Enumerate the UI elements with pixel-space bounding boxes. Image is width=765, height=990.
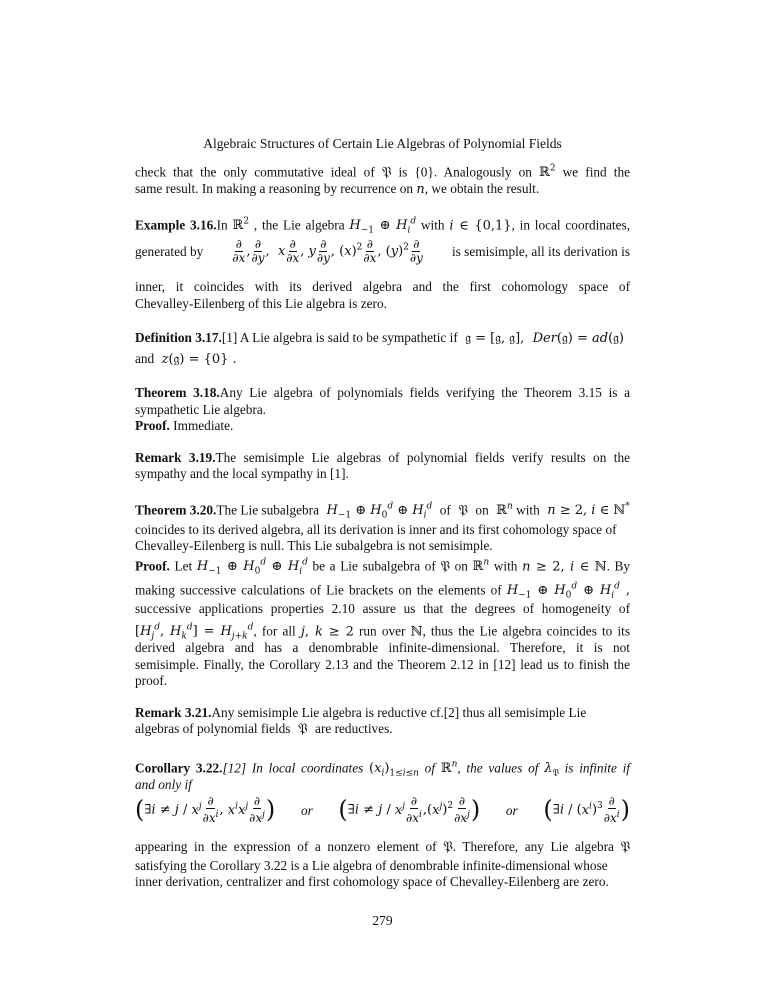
math-P: 𝔓 (381, 165, 392, 181)
math-Rn: ℝ$^n$ (492, 502, 513, 519)
math-H-triple: $H_{-1}$ ⊕ $H_0^d$ ⊕ $H_i^d$ (196, 558, 308, 577)
math-Rn: ℝ$^n$ (440, 760, 458, 777)
math-H-sum: $H_{-1}$ ⊕ $H_i^d$ (349, 217, 417, 236)
theorem20-proof-line-1 (135, 555, 630, 581)
proof-text: be a Lie subalgebra of (312, 558, 436, 574)
corollary-text: appearing in the expression of a nonzero element of (135, 839, 437, 854)
math-center: z(𝔤) = {0} . (161, 352, 237, 367)
math-P: 𝔓 (454, 503, 473, 519)
corollary-line-6: inner derivation, centralizer and first cohomology space of Chevalley-Eilenberg are zero. (135, 874, 609, 889)
corollary-text: of (424, 760, 436, 776)
example-label: Example 3.16. (135, 217, 217, 233)
intro-line-1 (135, 161, 630, 181)
theorem20-proof-line-3: successive applications properties 2.10 assure us that the degrees of homogeneity of (135, 601, 630, 616)
math-N: ℕ (410, 624, 423, 640)
math-H-triple: $H_{-1}$ ⊕ $H_0^d$ ⊕ $H_i^d$ (326, 502, 433, 521)
corollary-text: , the values of (457, 760, 539, 776)
theorem18-label: Theorem 3.18. (135, 385, 220, 400)
math-Rn: ℝ$^n$ (472, 558, 490, 575)
math-lambda: $\lambda_𝔓$ (544, 761, 559, 779)
math-bracket: [$H_j^d$, $H_k^d] = H_{j+k}^d$ (135, 623, 254, 642)
example-text: , the Lie algebra (253, 217, 345, 233)
theorem20-text: of (439, 502, 451, 518)
intro-line-2 (135, 180, 630, 198)
example-text: , in local coordinates, (511, 217, 631, 233)
remark21-text: are reductives. (315, 721, 393, 736)
math-P: 𝔓 (440, 559, 450, 575)
proof-label: Proof. (135, 558, 170, 574)
remark21-label: Remark 3.21. (135, 705, 212, 720)
math-condition-1: (∃i ≠ j / $x^j$ $\frac{\partial}{\partial x^i}$ , $x^ix^j$ $\frac{\partial}{\partial x^j}$ ) (135, 794, 276, 825)
proof-text: with (493, 558, 518, 574)
math-n-cond: n ≥ 2, i ∈ ℕ (522, 559, 607, 575)
theorem18-proof (135, 417, 630, 434)
math-n: n (416, 182, 425, 197)
theorem20-label: Theorem 3.20. (135, 502, 217, 518)
corollary-label: Corollary 3.22. (135, 760, 223, 776)
math-P: 𝔓 (620, 840, 631, 855)
math-sympathetic: 𝔤 = [𝔤, 𝔤], Der(𝔤) = ad(𝔤) (461, 331, 625, 346)
definition-line-2 (135, 350, 630, 368)
corollary-line-2 (135, 776, 630, 793)
proof-text: , thus the Lie algebra coincides to its (422, 623, 631, 639)
theorem20-line-3: Chevalley-Eilenberg is null. This Lie subalgebra is not semisimple. (135, 538, 493, 553)
proof-text: on (454, 558, 468, 574)
math-condition-3: (∃i / $(x^i)^3$ $\frac{\partial}{\partial x^i}$ ) (543, 794, 630, 825)
corollary-conditions (135, 795, 630, 825)
math-R2: ℝ$^2$ (232, 217, 250, 234)
intro-text: is {0}. Analogously on (398, 164, 532, 180)
remark19-label: Remark 3.19. (135, 450, 216, 465)
corollary-text: . Therefore, any Lie algebra (452, 839, 614, 854)
corollary-text: and only if (135, 777, 192, 792)
theorem20-proof-line-6: semisimple. Finally, the Corollary 2.13 and the Theorem 2.12 in [12] lead us to finish the (135, 657, 630, 672)
definition-line-1 (135, 329, 630, 347)
remark19-line-2: sympathy and the local sympathy in [1]. (135, 466, 349, 481)
intro-text: , we obtain the result. (424, 181, 540, 196)
theorem18-text: Any Lie algebra of polynomials fields verifying the Theorem 3.15 is a (219, 385, 631, 400)
math-n-cond: n ≥ 2, i ∈ ℕ* (547, 502, 630, 519)
remark21-text: Any semisimple Lie algebra is reductive cf.[2] thus all semisimple Lie (211, 705, 587, 720)
example-line-3: inner, it coincides with its derived algebra and the first cohomology space of (135, 279, 630, 294)
math-jk-cond: j, k ≥ 2 (300, 624, 354, 640)
example-text: In (216, 217, 228, 233)
math-condition-2: (∃i ≠ j / $x^j$ $\frac{\partial}{\partial x^i}$ $,(x^j)^2$ $\frac{\partial}{\partial x^j}$ ) (338, 794, 481, 825)
corollary-text: [12] In local coordinates (222, 760, 364, 776)
theorem20-proof-line-7: proof. (135, 673, 168, 688)
page-number: 279 (372, 913, 393, 928)
example-text: is semisimple, all its derivation is (451, 244, 630, 259)
definition-label: Definition 3.17. (135, 330, 222, 345)
running-header: Algebraic Structures of Certain Lie Algebras of Polynomial Fields (203, 136, 562, 151)
corollary-or: or (505, 802, 518, 818)
intro-text: we find the (562, 164, 631, 180)
intro-text: check that the only commutative ideal of (135, 164, 375, 180)
theorem20-text: with (516, 502, 540, 518)
theorem20-text: The Lie subalgebra (216, 502, 320, 518)
proof-text: Let (174, 558, 193, 574)
proof-text: . By (606, 558, 631, 574)
example-line-2 (135, 238, 630, 265)
math-P: 𝔓 (293, 722, 312, 737)
theorem20-text: on (475, 502, 489, 518)
remark21-line-2 (135, 720, 630, 738)
intro-text: same result. In making a reasoning by recurrence on (135, 181, 414, 196)
proof-text: Immediate. (173, 418, 234, 433)
proof-text: , for all (253, 623, 296, 639)
definition-text: and (135, 351, 155, 366)
remark21-text: algebras of polynomial fields (135, 721, 291, 736)
math-coords: $(x_i)_{1\le i\le n}$ (369, 761, 419, 779)
example-line-1 (135, 214, 630, 240)
corollary-text: is infinite if (564, 760, 630, 776)
proof-label: Proof. (135, 418, 170, 433)
math-H-triple: $H_{-1}$ ⊕ $H_0^d$ ⊕ $H_i^d$ , (506, 582, 630, 601)
remark21-line-1 (135, 704, 630, 721)
theorem18-line-1 (135, 384, 630, 401)
theorem20-proof-line-5: derived algebra and has a denombrable infinite-dimensional. Therefore, it is not (135, 640, 630, 655)
proof-text: run over (358, 623, 406, 639)
example-text: generated by (135, 244, 204, 259)
math-generators: $\frac{\partial}{\partial x}$ , $\frac{\partial}{\partial y}$ , x $\frac{\partial}{\partial x}$ , y $\frac{\partial}{\partial y}$ , $(x)^2$ $\frac{\partial}{\partial x}$ , $(y)^2$ $\frac{\partial}{\partial y}$ (232, 237, 423, 265)
theorem20-line-2: coincides to its derived algebra, all its derivation is inner and its first cohomology space of (135, 522, 617, 537)
example-text: with (420, 217, 445, 233)
math-P: 𝔓 (443, 840, 453, 855)
remark19-text: The semisimple Lie algebras of polynomial fields verify results on the (215, 450, 630, 465)
theorem18-line-2: sympathetic Lie algebra. (135, 402, 267, 417)
math-R2: ℝ$^2$ (539, 164, 556, 181)
corollary-or: or (300, 802, 313, 818)
definition-text: [1] A Lie algebra is said to be sympathetic if (221, 330, 458, 345)
example-line-4: Chevalley-Eilenberg of this Lie algebra is zero. (135, 296, 387, 311)
remark19-line-1 (135, 449, 630, 466)
corollary-line-4 (135, 838, 630, 856)
corollary-line-5: satisfying the Corollary 3.22 is a Lie algebra of denombrable infinite-dimensional whose (135, 858, 608, 873)
proof-text: making successive calculations of Lie brackets on the elements of (135, 582, 502, 598)
math-i-set: i ∈ {0,1} (449, 218, 512, 234)
